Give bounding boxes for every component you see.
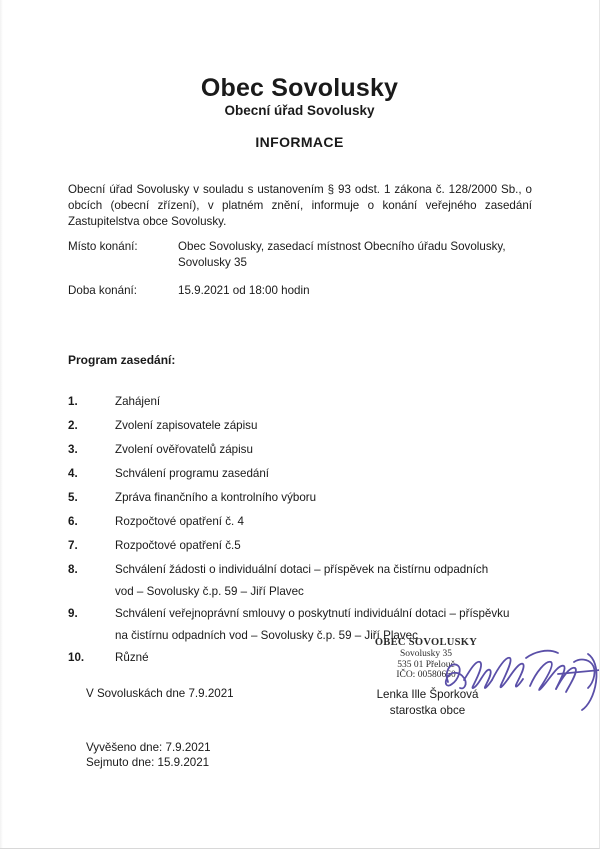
page-title: Obec Sovolusky <box>200 74 399 102</box>
signer-block <box>355 687 500 719</box>
list-item-text: Různé <box>115 651 149 664</box>
program-list <box>68 391 532 671</box>
document-heading: INFORMACE <box>255 134 344 150</box>
signer-name: Lenka Ille Šporková <box>376 688 479 701</box>
signer-role: starostka obce <box>389 704 466 717</box>
list-item <box>68 391 532 415</box>
meta-row-time <box>68 283 532 299</box>
official-stamp <box>366 637 486 681</box>
list-item <box>68 415 532 439</box>
list-item-text: Schválení žádosti o individuální dotaci – příspěvek na čistírnu odpadních vod – Sovolusky č.p. 59 – Jiří Plavec <box>115 563 489 598</box>
stamp-line-city: 535 01 Přelouč <box>397 659 455 670</box>
list-item-number: 3. <box>68 443 78 456</box>
meta-row-place <box>68 239 532 271</box>
list-item <box>68 439 532 463</box>
list-item-text: Zpráva finančního a kontrolního výboru <box>115 491 317 504</box>
list-item <box>68 463 532 487</box>
taken-down-date: Sejmuto dne: 15.9.2021 <box>86 756 210 769</box>
page-subtitle: Obecní úřad Sovolusky <box>224 103 375 118</box>
list-item-number: 8. <box>68 563 78 576</box>
list-item <box>68 511 532 535</box>
stamp-line-ico: IČO: 00580660 <box>396 670 456 680</box>
place-and-date: V Sovoluskách dne 7.9.2021 <box>86 687 234 700</box>
list-item-text: Zvolení zapisovatele zápisu <box>115 419 258 432</box>
list-item-number: 10. <box>68 651 85 664</box>
list-item-text: Schválení veřejnoprávní smlouvy o poskytnutí individuální dotaci – příspěvku na čistírnu odpadních vod – Sovolusky č.p. 59 – Jiří Plavec <box>115 607 510 642</box>
posting-dates <box>86 740 211 770</box>
list-item-number: 5. <box>68 491 78 504</box>
list-item-number: 1. <box>68 395 78 408</box>
posted-on-date: Vyvěšeno dne: 7.9.2021 <box>86 741 211 754</box>
list-item-number: 9. <box>68 607 78 620</box>
list-item-number: 6. <box>68 515 78 528</box>
stamp-line-municipality: OBEC SOVOLUSKY <box>374 637 478 648</box>
list-item-number: 2. <box>68 419 78 432</box>
list-item-text: Schválení programu zasedání <box>115 467 270 480</box>
list-item-number: 4. <box>68 467 78 480</box>
list-item-text: Zvolení ověřovatelů zápisu <box>115 443 253 456</box>
list-item-number: 7. <box>68 539 78 552</box>
place-label: Místo konání: <box>68 240 138 253</box>
program-title: Program zasedání: <box>68 353 176 367</box>
list-item-text: Rozpočtové opatření č.5 <box>115 539 241 552</box>
time-label: Doba konání: <box>68 284 137 297</box>
place-value: Obec Sovolusky, zasedací místnost Obecního úřadu Sovolusky, Sovolusky 35 <box>178 240 506 269</box>
list-item <box>68 535 532 559</box>
list-item-text: Rozpočtové opatření č. 4 <box>115 515 244 528</box>
list-item <box>68 559 532 603</box>
list-item-text: Zahájení <box>115 395 161 408</box>
stamp-line-address: Sovolusky 35 <box>400 649 452 659</box>
time-value: 15.9.2021 od 18:00 hodin <box>178 284 310 297</box>
intro-paragraph: Obecní úřad Sovolusky v souladu s ustanovením § 93 odst. 1 zákona č. 128/2000 Sb., o obcích (obecní zřízení), v platném znění, informuje o konání veřejného zasedání Zastupitelstva obce Sovolusky. <box>68 182 532 228</box>
list-item <box>68 487 532 511</box>
